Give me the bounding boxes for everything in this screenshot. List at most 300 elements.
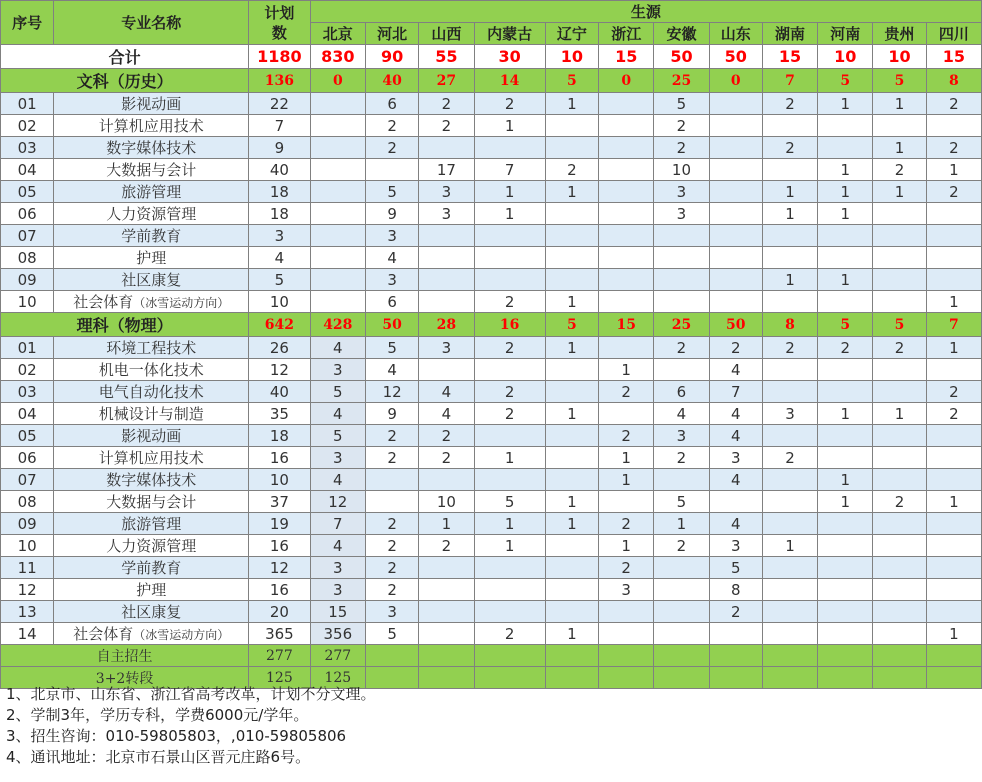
province-count: 5 — [310, 425, 365, 447]
province-count — [818, 447, 873, 469]
table-row — [1, 579, 982, 601]
section-value: 5 — [873, 313, 926, 337]
row-number: 04 — [1, 403, 54, 425]
province-count: 7 — [310, 513, 365, 535]
section-value: 8 — [926, 69, 981, 93]
province-count — [310, 181, 365, 203]
section-value: 428 — [310, 313, 365, 337]
province-count — [873, 225, 926, 247]
province-count — [599, 247, 654, 269]
province-count: 1 — [545, 513, 598, 535]
province-count — [599, 269, 654, 291]
province-count: 1 — [599, 359, 654, 381]
province-count — [545, 225, 598, 247]
province-count — [709, 623, 762, 645]
row-number: 10 — [1, 291, 54, 313]
province-count: 1 — [545, 623, 598, 645]
province-count — [926, 557, 981, 579]
table-row — [1, 181, 982, 203]
row-number: 05 — [1, 425, 54, 447]
header-province: 安徽 — [654, 23, 709, 45]
major-name-text: 社区康复 — [121, 271, 182, 289]
row-number: 11 — [1, 557, 54, 579]
table-row — [1, 269, 982, 291]
section-value: 16 — [474, 313, 545, 337]
major-name — [54, 159, 249, 181]
row-number: 08 — [1, 491, 54, 513]
plan-count: 18 — [249, 181, 311, 203]
province-count: 4 — [709, 469, 762, 491]
province-count — [599, 601, 654, 623]
province-count: 1 — [419, 513, 474, 535]
province-count: 17 — [419, 159, 474, 181]
province-count — [599, 137, 654, 159]
major-name-note: （冰雪运动方向） — [133, 628, 230, 642]
major-name-note: （冰雪运动方向） — [133, 296, 230, 310]
province-count — [873, 359, 926, 381]
row-number: 06 — [1, 447, 54, 469]
row-number: 06 — [1, 203, 54, 225]
province-count: 9 — [365, 203, 418, 225]
province-count — [873, 579, 926, 601]
row-number: 03 — [1, 381, 54, 403]
province-count: 4 — [709, 359, 762, 381]
province-count — [419, 291, 474, 313]
province-count — [365, 491, 418, 513]
province-count: 5 — [365, 181, 418, 203]
province-count: 1 — [474, 115, 545, 137]
row-number: 02 — [1, 359, 54, 381]
table-row — [1, 491, 982, 513]
province-count: 2 — [654, 115, 709, 137]
province-count — [599, 291, 654, 313]
row-number: 13 — [1, 601, 54, 623]
province-count — [709, 181, 762, 203]
province-count: 7 — [709, 381, 762, 403]
section-value: 27 — [419, 69, 474, 93]
province-count — [545, 359, 598, 381]
province-count: 2 — [709, 337, 762, 359]
extra-row-empty — [709, 667, 762, 689]
province-count: 4 — [310, 469, 365, 491]
header-seq: 序号 — [1, 1, 54, 45]
header-plan — [249, 1, 311, 45]
province-count: 2 — [926, 137, 981, 159]
row-number: 08 — [1, 247, 54, 269]
province-count — [926, 601, 981, 623]
province-count — [545, 269, 598, 291]
province-count — [926, 203, 981, 225]
header-plan-text: 计划 数 — [264, 3, 295, 42]
province-count: 3 — [654, 203, 709, 225]
province-count — [818, 137, 873, 159]
major-name — [54, 381, 249, 403]
major-name — [54, 269, 249, 291]
province-count: 3 — [654, 425, 709, 447]
province-count — [654, 247, 709, 269]
table-row — [1, 159, 982, 181]
major-name-text: 电气自动化技术 — [98, 383, 204, 401]
province-count: 2 — [709, 601, 762, 623]
province-count — [310, 159, 365, 181]
province-count — [709, 247, 762, 269]
province-count — [818, 225, 873, 247]
total-value: 15 — [599, 45, 654, 69]
province-count: 1 — [474, 203, 545, 225]
extra-row-empty — [654, 667, 709, 689]
province-count: 2 — [419, 93, 474, 115]
major-name-text: 影视动画 — [121, 427, 182, 445]
province-count — [709, 203, 762, 225]
province-count — [873, 469, 926, 491]
province-count — [599, 225, 654, 247]
province-count — [818, 359, 873, 381]
major-name — [54, 513, 249, 535]
extra-row-empty — [873, 645, 926, 667]
province-count: 2 — [474, 291, 545, 313]
table-row — [1, 247, 982, 269]
province-count — [709, 137, 762, 159]
note-3: 3、招生咨询：010-59805803，,010-59805806 — [6, 727, 347, 745]
section-row-science — [1, 313, 982, 337]
row-number: 01 — [1, 337, 54, 359]
province-count — [654, 557, 709, 579]
table-row — [1, 623, 982, 645]
section-value: 50 — [709, 313, 762, 337]
province-count — [419, 623, 474, 645]
province-count — [762, 579, 817, 601]
province-count — [419, 247, 474, 269]
province-count: 4 — [419, 403, 474, 425]
section-value: 28 — [419, 313, 474, 337]
table-row — [1, 469, 982, 491]
province-count — [762, 513, 817, 535]
province-count: 4 — [365, 359, 418, 381]
province-count — [474, 137, 545, 159]
province-count: 2 — [654, 447, 709, 469]
total-value: 50 — [709, 45, 762, 69]
section-value: 0 — [709, 69, 762, 93]
total-row — [1, 45, 982, 69]
province-count: 1 — [545, 491, 598, 513]
province-count — [762, 491, 817, 513]
province-count — [818, 381, 873, 403]
extra-row-empty — [599, 667, 654, 689]
row-number: 03 — [1, 137, 54, 159]
table-row — [1, 513, 982, 535]
header-major: 专业名称 — [54, 1, 249, 45]
province-count — [926, 359, 981, 381]
province-count: 2 — [762, 447, 817, 469]
extra-row-empty — [873, 667, 926, 689]
province-count: 1 — [762, 535, 817, 557]
province-count — [545, 203, 598, 225]
province-count — [545, 381, 598, 403]
province-count — [654, 601, 709, 623]
province-count — [599, 203, 654, 225]
province-count: 3 — [709, 535, 762, 557]
section-value: 7 — [926, 313, 981, 337]
total-value: 50 — [654, 45, 709, 69]
row-number: 09 — [1, 513, 54, 535]
province-count — [818, 579, 873, 601]
province-count: 2 — [365, 137, 418, 159]
major-name — [54, 181, 249, 203]
province-count: 2 — [474, 337, 545, 359]
province-count — [762, 247, 817, 269]
table-row — [1, 337, 982, 359]
table-row — [1, 535, 982, 557]
table-row — [1, 601, 982, 623]
province-count: 2 — [365, 557, 418, 579]
province-count — [926, 115, 981, 137]
province-count: 5 — [654, 491, 709, 513]
major-name — [54, 403, 249, 425]
province-count: 1 — [762, 181, 817, 203]
table-row — [1, 225, 982, 247]
province-count: 1 — [926, 491, 981, 513]
province-count — [599, 403, 654, 425]
major-name-text: 计算机应用技术 — [98, 449, 204, 467]
province-count — [709, 93, 762, 115]
province-count — [926, 247, 981, 269]
province-count: 1 — [545, 181, 598, 203]
province-count — [310, 137, 365, 159]
province-count — [873, 381, 926, 403]
major-name — [54, 93, 249, 115]
province-count: 1 — [818, 403, 873, 425]
table-row — [1, 291, 982, 313]
province-count: 2 — [419, 535, 474, 557]
province-count — [709, 491, 762, 513]
row-number: 02 — [1, 115, 54, 137]
plan-count: 12 — [249, 557, 311, 579]
province-count — [474, 579, 545, 601]
header-source: 生源 — [310, 1, 981, 23]
province-count — [545, 247, 598, 269]
extra-row-plan: 125 — [249, 667, 311, 689]
province-count: 1 — [599, 535, 654, 557]
major-name — [54, 491, 249, 513]
province-count: 4 — [419, 381, 474, 403]
major-name-text: 大数据与会计 — [106, 161, 197, 179]
province-count — [926, 535, 981, 557]
province-count: 3 — [419, 337, 474, 359]
province-count — [545, 447, 598, 469]
major-name — [54, 557, 249, 579]
province-count — [474, 359, 545, 381]
province-count: 2 — [818, 337, 873, 359]
province-count: 2 — [654, 137, 709, 159]
extra-row-empty — [545, 645, 598, 667]
header-province: 辽宁 — [545, 23, 598, 45]
row-number: 07 — [1, 225, 54, 247]
province-count: 1 — [926, 623, 981, 645]
header-province: 河南 — [818, 23, 873, 45]
province-count — [873, 601, 926, 623]
province-count: 2 — [762, 93, 817, 115]
total-value: 10 — [873, 45, 926, 69]
table-row — [1, 447, 982, 469]
province-count: 1 — [474, 447, 545, 469]
province-count — [926, 447, 981, 469]
province-count — [709, 225, 762, 247]
province-count — [818, 601, 873, 623]
province-count — [545, 425, 598, 447]
major-name — [54, 469, 249, 491]
major-name — [54, 337, 249, 359]
extra-row-empty — [818, 645, 873, 667]
province-count: 1 — [873, 403, 926, 425]
extra-row-empty — [419, 667, 474, 689]
section-value: 8 — [762, 313, 817, 337]
province-count — [545, 601, 598, 623]
plan-count: 16 — [249, 535, 311, 557]
table-row — [1, 115, 982, 137]
province-count — [818, 291, 873, 313]
province-count: 2 — [365, 115, 418, 137]
extra-row-empty — [474, 645, 545, 667]
province-count — [709, 115, 762, 137]
major-name-text: 旅游管理 — [121, 183, 182, 201]
province-count: 3 — [762, 403, 817, 425]
province-count: 1 — [474, 513, 545, 535]
table-row — [1, 557, 982, 579]
plan-count: 18 — [249, 425, 311, 447]
province-count: 1 — [545, 93, 598, 115]
plan-count: 10 — [249, 291, 311, 313]
extra-row-empty — [365, 645, 418, 667]
section-value: 15 — [599, 313, 654, 337]
province-count — [873, 513, 926, 535]
row-number: 10 — [1, 535, 54, 557]
province-count — [762, 425, 817, 447]
province-count: 356 — [310, 623, 365, 645]
province-count: 7 — [474, 159, 545, 181]
province-count: 5 — [654, 93, 709, 115]
province-count — [762, 557, 817, 579]
section-row-arts — [1, 69, 982, 93]
province-count — [599, 159, 654, 181]
extra-row-empty — [545, 667, 598, 689]
province-count — [762, 359, 817, 381]
province-count — [599, 181, 654, 203]
province-count — [926, 225, 981, 247]
major-name — [54, 579, 249, 601]
extra-row-empty — [654, 645, 709, 667]
province-count: 5 — [310, 381, 365, 403]
province-count: 4 — [310, 535, 365, 557]
extra-row-empty — [762, 667, 817, 689]
major-name-text: 大数据与会计 — [106, 493, 197, 511]
plan-count: 19 — [249, 513, 311, 535]
total-value: 55 — [419, 45, 474, 69]
section-value: 5 — [818, 69, 873, 93]
extra-row-empty — [419, 645, 474, 667]
section-value: 25 — [654, 313, 709, 337]
major-name-text: 社会体育 — [73, 625, 134, 643]
header-province: 四川 — [926, 23, 981, 45]
province-count: 5 — [365, 623, 418, 645]
major-name-text: 学前教育 — [121, 559, 182, 577]
province-count: 2 — [599, 381, 654, 403]
province-count: 1 — [762, 203, 817, 225]
province-count — [654, 469, 709, 491]
section-value: 5 — [545, 313, 598, 337]
province-count: 2 — [873, 159, 926, 181]
major-name — [54, 447, 249, 469]
plan-count: 35 — [249, 403, 311, 425]
section-value: 14 — [474, 69, 545, 93]
province-count: 5 — [709, 557, 762, 579]
province-count — [545, 535, 598, 557]
province-count — [545, 469, 598, 491]
table-row — [1, 203, 982, 225]
total-value: 15 — [762, 45, 817, 69]
province-count — [762, 381, 817, 403]
province-count — [818, 425, 873, 447]
province-count — [545, 557, 598, 579]
province-count: 1 — [818, 203, 873, 225]
header-province: 山东 — [709, 23, 762, 45]
row-number: 14 — [1, 623, 54, 645]
province-count: 1 — [926, 337, 981, 359]
province-count: 5 — [365, 337, 418, 359]
province-count — [474, 469, 545, 491]
table-row — [1, 403, 982, 425]
province-count — [654, 269, 709, 291]
plan-count: 9 — [249, 137, 311, 159]
extra-row — [1, 645, 982, 667]
section-value: 25 — [654, 69, 709, 93]
extra-row-empty — [926, 645, 981, 667]
major-name-text: 旅游管理 — [121, 515, 182, 533]
extra-row-empty — [762, 645, 817, 667]
plan-count: 16 — [249, 579, 311, 601]
province-count — [474, 269, 545, 291]
province-count: 3 — [310, 557, 365, 579]
province-count: 9 — [365, 403, 418, 425]
plan-count: 20 — [249, 601, 311, 623]
province-count — [926, 269, 981, 291]
major-name — [54, 601, 249, 623]
province-count: 2 — [474, 381, 545, 403]
major-name — [54, 623, 249, 645]
province-count — [818, 247, 873, 269]
extra-row-empty — [474, 667, 545, 689]
plan-count: 16 — [249, 447, 311, 469]
province-count: 1 — [873, 137, 926, 159]
plan-count: 18 — [249, 203, 311, 225]
province-count — [709, 159, 762, 181]
total-value: 90 — [365, 45, 418, 69]
province-count: 4 — [365, 247, 418, 269]
province-count: 2 — [762, 337, 817, 359]
extra-row-label: 自主招生 — [1, 645, 249, 667]
total-value: 30 — [474, 45, 545, 69]
province-count: 4 — [709, 513, 762, 535]
province-count: 3 — [709, 447, 762, 469]
province-count: 3 — [310, 579, 365, 601]
province-count: 10 — [419, 491, 474, 513]
province-count: 2 — [419, 115, 474, 137]
extra-row-plan: 277 — [249, 645, 311, 667]
plan-count: 5 — [249, 269, 311, 291]
notes — [6, 684, 376, 768]
section-value: 5 — [873, 69, 926, 93]
major-name-text: 机电一体化技术 — [98, 361, 204, 379]
header-province: 河北 — [365, 23, 418, 45]
